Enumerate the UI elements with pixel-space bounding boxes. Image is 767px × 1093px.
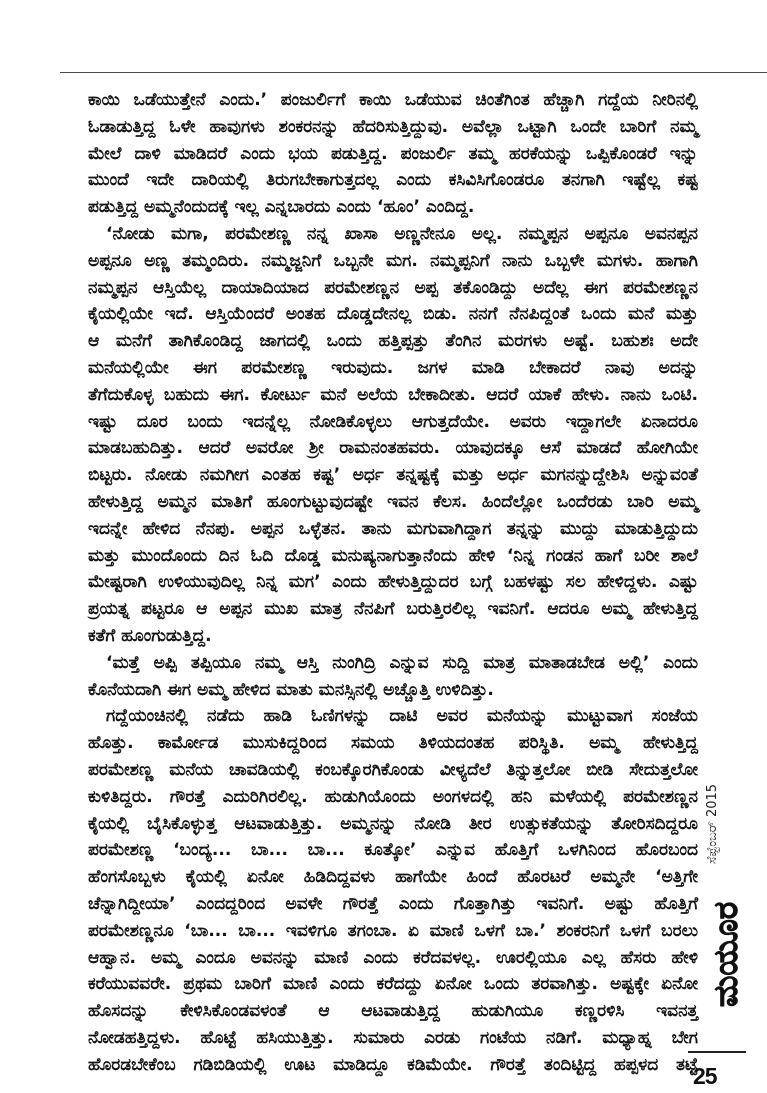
text-line: ಕೈಯಲ್ಲಿಯೇ ಇದೆ. ಆಸ್ತಿಯೆಂದರೆ ಅಂತಹ ದೊಡ್ಡದೇನಲ್ಲ ಬಿಡು. ನನಗೆ ನೆನಪಿದ್ದಂತೆ ಒಂದು ಮನೆ ಮತ್ತು: [88, 304, 698, 325]
paragraph: [88, 221, 698, 650]
text-line: ಕಾಯಿ ಒಡೆಯುತ್ತೇನೆ ಎಂದು.’ ಪಂಜುರ್ಲಿಗೆ ಕಾಯಿ ಒಡೆಯುವ ಚಿಂತೆಗಿಂತ ಹೆಚ್ಚಾಗಿ ಗದ್ದೆಯ ನೀರಿನಲ್ಲಿ: [88, 90, 698, 110]
text-line: ನೋಡಹತ್ತಿದ್ದಳು. ಹೊಟ್ಟೆ ಹಸಿಯುತ್ತಿತ್ತು. ಸುಮಾರು ಎರಡು ಗಂಟೆಯ ನಡಿಗೆ. ಮಧ್ಯಾಹ್ನ ಬೇಗ: [88, 1027, 698, 1048]
text-line: ಕತೆಗೆ ಹೂಂಗುಡುತ್ತಿದ್ದ.: [88, 625, 212, 646]
header-rule: [60, 72, 767, 73]
text-line: ‘ನೋಡು ಮಗಾ, ಪರಮೇಶಣ್ಣ ನನ್ನ ಖಾಸಾ ಅಣ್ಣನೇನೂ ಅಲ್ಲ. ನಮ್ಮಪ್ಪನ ಅಪ್ಪನೂ ಅವನಪ್ಪನ: [106, 223, 698, 244]
text-line: ಕುಳಿತಿದ್ದರು. ಗೌರತ್ತೆ ಎದುರಿಗಿರಲಿಲ್ಲ. ಹುಡುಗಿಯೊಂದು ಅಂಗಳದಲ್ಲಿ ಹನಿ ಮಳೆಯಲ್ಲಿ ಪರಮೇಶಣ್ಣನ: [88, 786, 698, 807]
text-line: ನಮ್ಮಪ್ಪನ ಆಸ್ತಿಯೆಲ್ಲ ದಾಯಾದಿಯಾದ ಪರಮೇಶಣ್ಣನ ಅಪ್ಪ ತಕೊಂಡಿದ್ದು ಅದೆಲ್ಲ ಈಗ ಪರಮೇಶಣ್ಣನ: [88, 277, 698, 298]
issue-date: ಸೆಪ್ಟೆಂಬರ್ 2015: [705, 783, 720, 865]
text-line: ಕೊನೆಯದಾಗಿ ಈಗ ಅಮ್ಮ ಹೇಳಿದ ಮಾತು ಮನಸ್ಸಿನಲ್ಲಿ ಅಚ್ಚೊತ್ತಿ ಉಳಿದಿತ್ತು.: [88, 679, 494, 700]
text-line: ಓಡಾಡುತ್ತಿದ್ದ ಓಳೇ ಹಾವುಗಳು ಶಂಕರನನ್ನು ಹೆದರಿಸುತ್ತಿದ್ದುವು. ಅವೆಲ್ಲಾ ಒಟ್ಟಾಗಿ ಒಂದೇ ಬಾರಿಗೆ ನಮ್ಮ: [88, 116, 698, 137]
text-line: ಇದನ್ನೇ ಹೇಳಿದ ನೆನಪು. ಅಪ್ಪನ ಒಳ್ಳೆತನ. ತಾನು ಮಗುವಾಗಿದ್ದಾಗ ತನ್ನನ್ನು ಮುದ್ದು ಮಾಡುತ್ತಿದ್ದುದು: [88, 518, 698, 539]
text-line: ಪ್ರಯತ್ನ ಪಟ್ಟರೂ ಆ ಅಪ್ಪನ ಮುಖ ಮಾತ್ರ ನೆನಪಿಗೆ ಬರುತ್ತಿರಲಿಲ್ಲ ಇವನಿಗೆ. ಆದರೂ ಅಮ್ಮ ಹೇಳುತ್ತಿದ್ದ: [88, 599, 698, 620]
text-line: ಪಡುತ್ತಿದ್ದ ಅಮ್ಮನೆಂದುದಕ್ಕೆ ಇಲ್ಲ ಎನ್ನಬಾರದು ಎಂದು ‘ಹೂಂ’ ಎಂದಿದ್ದ.: [88, 197, 475, 218]
paragraph: [88, 703, 698, 1078]
text-line: ಹೊರಡಬೇಕೆಂಬ ಗಡಿಬಿಡಿಯಲ್ಲಿ ಊಟ ಮಾಡಿದ್ದೂ ಕಡಿಮೆಯೇ. ಗೌರತ್ತೆ ತಂದಿಟ್ಟಿದ್ದ ಹಪ್ಪಳದ ತಟ್ಟೆ: [88, 1054, 698, 1075]
text-line: ಹೆಂಗಸೊಬ್ಬಳು ಕೈಯಲ್ಲಿ ಏನೋ ಹಿಡಿದಿದ್ದವಳು ಹಾಗೆಯೇ ಹಿಂದೆ ಹೊರಟರೆ ಅಮ್ಮನೇ ‘ಅತ್ತಿಗೇ: [88, 867, 698, 888]
text-line: ಮನೆಯಲ್ಲಿಯೇ ಈಗ ಪರಮೇಶಣ್ಣ ಇರುವುದು. ಜಗಳ ಮಾಡಿ ಬೇಕಾದರೆ ನಾವು ಅದನ್ನು: [88, 357, 698, 378]
text-line: ಗದ್ದೆಯಂಚಿನಲ್ಲಿ ನಡೆದು ಹಾಡಿ ಓಣಿಗಳನ್ನು ದಾಟಿ ಅವರ ಮನೆಯನ್ನು ಮುಟ್ಟುವಾಗ ಸಂಜೆಯ: [106, 706, 698, 727]
text-line: ಮತ್ತು ಮುಂದೊಂದು ದಿನ ಓದಿ ದೊಡ್ಡ ಮನುಷ್ಯನಾಗುತ್ತಾನೆಂದು ಹೇಳಿ ‘ನಿನ್ನ ಗಂಡನ ಹಾಗೆ ಬರೀ ಶಾಲೆ: [88, 545, 698, 566]
text-line: ಪರಮೇಶಣ್ಣನೂ ‘ಬಾ... ಬಾ... ಇವಳಿಗೂ ತಗಂಬಾ. ಏ ಮಾಣಿ ಒಳಗೆ ಬಾ.’ ಶಂಕರನಿಗೆ ಒಳಗೆ ಬರಲು: [88, 920, 698, 941]
text-line: ಹೇಳುತ್ತಿದ್ದ ಅಮ್ಮನ ಮಾತಿಗೆ ಹೂಂಗುಟ್ಟುವುದಷ್ಟೇ ಇವನ ಕೆಲಸ. ಹಿಂದೆಲ್ಲೋ ಒಂದೆರಡು ಬಾರಿ ಅಮ್ಮ: [88, 491, 698, 512]
article-body: [88, 87, 698, 1078]
text-line: ಹೊಸದನ್ನು ಕೇಳಿಸಿಕೊಂಡವಳಂತೆ ಆ ಆಟವಾಡುತ್ತಿದ್ದ ಹುಡುಗಿಯೂ ಕಣ್ಣರಳಿಸಿ ಇವನತ್ತ: [88, 1001, 698, 1022]
paragraph: [88, 87, 698, 221]
text-line: ಆಹ್ವಾನ. ಅಮ್ಮ ಎಂದೂ ಅವನನ್ನು ಮಾಣಿ ಎಂದು ಕರೆದವಳಲ್ಲ. ಊರಲ್ಲಿಯೂ ಎಲ್ಲ ಹೆಸರು ಹೇಳಿ: [88, 947, 698, 968]
text-line: ಮೇಷ್ಟರಾಗಿ ಉಳಿಯುವುದಿಲ್ಲ ನಿನ್ನ ಮಗ’ ಎಂದು ಹೇಳುತ್ತಿದ್ದುದರ ಬಗ್ಗೆ ಬಹಳಷ್ಟು ಸಲ ಹೇಳಿದ್ದಳು. ಎಷ್ಟು: [88, 572, 698, 593]
text-line: ತೆಗೆದುಕೊಳ್ಳ ಬಹುದು ಈಗ. ಕೋರ್ಟು ಮನೆ ಅಲೆಯ ಬೇಕಾದೀತು. ಆದರೆ ಯಾಕೆ ಹೇಳು. ನಾನು ಒಂಟಿ.: [88, 384, 698, 405]
text-line: ‘ಮತ್ತೆ ಅಪ್ಪಿ ತಪ್ಪಿಯೂ ನಮ್ಮ ಆಸ್ತಿ ನುಂಗಿದ್ರಿ ಎನ್ನುವ ಸುದ್ದಿ ಮಾತ್ರ ಮಾತಾಡಬೇಡ ಅಲ್ಲಿ’ ಎಂದು: [106, 652, 698, 673]
text-line: ಅಪ್ಪನೂ ಅಣ್ಣ ತಮ್ಮಂದಿರು. ನಮ್ಮಜ್ಜನಿಗೆ ಒಬ್ಬನೇ ಮಗ. ನಮ್ಮಪ್ಪನಿಗೆ ನಾನು ಒಬ್ಬಳೇ ಮಗಳು. ಹಾಗಾಗಿ: [88, 250, 698, 271]
paragraph: [88, 650, 698, 704]
text-line: ಬಿಟ್ಟರು. ನೋಡು ನಮಗೀಗ ಎಂತಹ ಕಷ್ಟ’ ಅರ್ಧ ತನ್ನಷ್ಟಕ್ಕೆ ಮತ್ತು ಅರ್ಧ ಮಗನನ್ನುದ್ದೇಶಿಸಿ ಅನ್ನುವಂತೆ: [88, 465, 698, 486]
text-line: ಚೆನ್ನಾಗಿದ್ದೀಯಾ’ ಎಂದದ್ದರಿಂದ ಅವಳೇ ಗೌರತ್ತೆ ಎಂದು ಗೊತ್ತಾಗಿತ್ತು ಇವನಿಗೆ. ಅಷ್ಟು ಹೊತ್ತಿಗೆ: [88, 893, 698, 914]
page-number: 25: [693, 1063, 717, 1089]
text-line: ಹೊತ್ತು. ಕಾರ್ಮೋಡ ಮುಸುಕಿದ್ದರಿಂದ ಸಮಯ ತಿಳಿಯದಂತಹ ಪರಿಸ್ಥಿತಿ. ಅಮ್ಮ ಹೇಳುತ್ತಿದ್ದ: [88, 733, 698, 754]
text-line: ಇಷ್ಟು ದೂರ ಬಂದು ಇದನ್ನೆಲ್ಲ ನೋಡಿಕೊಳ್ಳಲು ಆಗುತ್ತದೆಯೇ. ಅವರು ಇದ್ದಾಗಲೇ ಏನಾದರೂ: [88, 411, 698, 432]
text-line: ಆ ಮನೆಗೆ ತಾಗಿಕೊಂಡಿದ್ದ ಜಾಗದಲ್ಲಿ ಒಂದು ಹತ್ತಿಪ್ಪತ್ತು ತೆಂಗಿನ ಮರಗಳು ಅಷ್ಟೆ. ಬಹುಶಃ ಅದೇ: [88, 331, 698, 352]
text-line: ಮುಂದೆ ಇದೇ ದಾರಿಯಲ್ಲಿ ತಿರುಗಬೇಕಾಗುತ್ತದಲ್ಲ ಎಂದು ಕಸಿವಿಸಿಗೊಂಡರೂ ತನಗಾಗಿ ಇಷ್ಟೆಲ್ಲ ಕಷ್ಟ: [88, 170, 698, 191]
magazine-logo: ಮಯೂರ: [706, 901, 745, 1007]
text-line: ಕರೆಯುವವರೇ. ಪ್ರಥಮ ಬಾರಿಗೆ ಮಾಣಿ ಎಂದು ಕರೆದದ್ದು ಏನೋ ಒಂದು ತರವಾಗಿತ್ತು. ಅಷ್ಟಕ್ಕೇ ಏನೋ: [88, 974, 698, 995]
text-line: ಪರಮೇಶಣ್ಣ ಮನೆಯ ಚಾವಡಿಯಲ್ಲಿ ಕಂಬಕ್ಕೊರಗಿಕೊಂಡು ವೀಳ್ಯದೆಲೆ ತಿನ್ನುತ್ತಲೋ ಬೀಡಿ ಸೇದುತ್ತಲೋ: [88, 759, 698, 780]
text-line: ಕೈಯಲ್ಲಿ ಬೈಸಿಕೊಳ್ಳುತ್ತ ಆಟವಾಡುತ್ತಿತ್ತು. ಅಮ್ಮನನ್ನು ನೋಡಿ ತೀರ ಉತ್ಸುಕತೆಯನ್ನು ತೋರಿಸದಿದ್ದರೂ: [88, 813, 698, 834]
text-line: ಪರಮೇಶಣ್ಣ ‘ಬಂದ್ಯ... ಬಾ... ಬಾ... ಕೂತ್ಕೋ’ ಎನ್ನುವ ಹೊತ್ತಿಗೆ ಒಳಗಿನಿಂದ ಹೊರಬಂದ: [88, 840, 698, 861]
text-line: ಮೇಲೆ ದಾಳಿ ಮಾಡಿದರೆ ಎಂದು ಭಯ ಪಡುತ್ತಿದ್ದ. ಪಂಜುರ್ಲಿ ತಮ್ಮ ಹರಕೆಯನ್ನು ಒಪ್ಪಿಕೊಂಡರೆ ಇನ್ನು: [88, 143, 698, 164]
footer-rule: [688, 1051, 746, 1053]
text-line: ಮಾಡಬಹುದಿತ್ತು. ಆದರೆ ಅವರೋ ಶ್ರೀ ರಾಮನಂತಹವರು. ಯಾವುದಕ್ಕೂ ಆಸೆ ಮಾಡದೆ ಹೋಗಿಯೇ: [88, 438, 698, 459]
